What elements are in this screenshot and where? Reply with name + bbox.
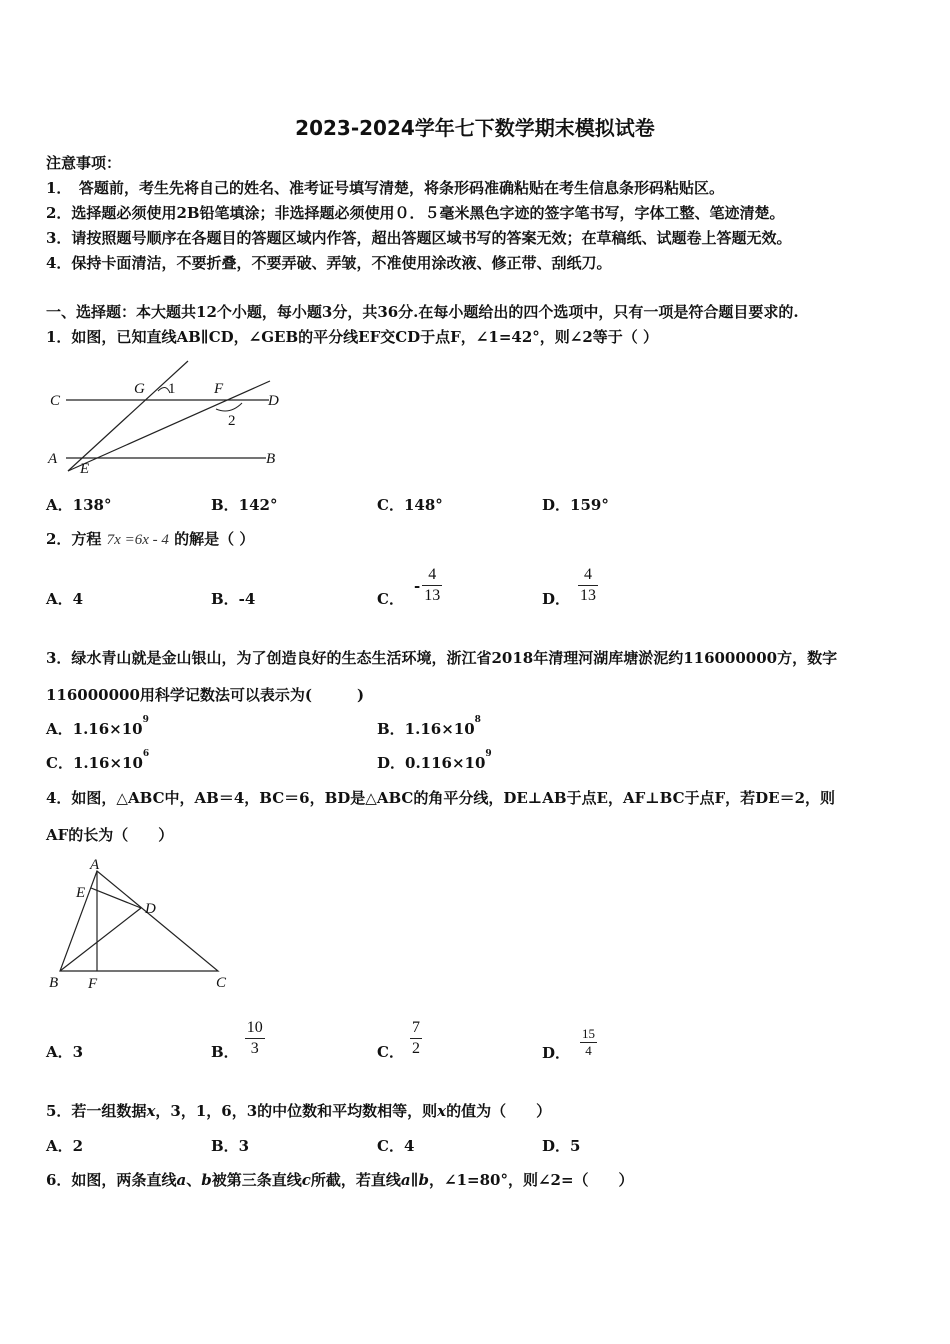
label-e: E [76,885,86,901]
label-angle-1: 1 [168,381,176,397]
notice-item-1: 1． 答题前，考生先将自己的姓名、准考证号填写清楚，将条形码准确粘贴在考生信息条形码粘贴区。 [46,179,724,197]
question-4-option-a: A．3 [46,1043,84,1061]
fraction-numerator: 10 [246,1019,263,1036]
option-c-fraction [410,1018,422,1059]
label-g: G [134,381,145,397]
fraction-denominator: 3 [250,1040,259,1057]
question-3-line-2: 116000000用科学记数法可以表示为( ) [46,686,365,704]
notice-heading: 注意事项： [46,154,122,172]
line-eg [68,361,188,471]
question-3-option-a: A．$1.16\times 10^9$ [46,715,149,738]
option-c-sign: - [413,576,421,595]
angle-2-arc [216,403,242,411]
fraction-denominator: 4 [585,1043,592,1058]
option-c-label: C． [377,1043,404,1061]
fraction-denominator: 2 [411,1040,420,1057]
fraction-numerator: 4 [584,566,593,583]
question-2-option-d [542,562,598,609]
question-4-line-2: AF的长为（ ） [46,826,174,844]
question-4-option-c [377,1015,422,1062]
question-5-option-a: A．2 [46,1137,84,1155]
label-b: B [266,451,276,467]
label-a: A [48,451,58,467]
label-c: C [216,975,227,991]
question-5-text: 5．若一组数据x，3，1，6，3的中位数和平均数相等，则x的值为（ ） [46,1102,552,1120]
label-a: A [90,857,100,873]
question-4-line-1: 4．如图，△ABC中，AB＝4，BC＝6，BD是△ABC的角平分线，DE⊥AB于点E，AF⊥BC于点F，若DE＝2，则 [46,789,836,807]
label-b: B [49,975,59,991]
question-5-option-c: C．4 [377,1137,415,1155]
question-3-option-b: B．$1.16\times 10^8$ [377,715,481,738]
fraction-numerator: 15 [582,1026,596,1041]
question-2-text [46,528,254,549]
label-c: C [50,393,61,409]
notice-item-2: 2．选择题必须使用2B铅笔填涂；非选择题必须使用０．５毫米黑色字迹的签字笔书写，字体工整、笔迹清楚。 [46,204,785,222]
question-5-option-d: D．5 [542,1137,581,1155]
question-2-prefix: 2．方程 [46,530,102,548]
label-f: F [214,381,224,397]
question-4-figure [44,855,244,995]
label-e: E [80,461,90,477]
option-d-fraction [578,565,598,606]
option-c-label: C． [377,590,404,608]
label-d: D [268,393,279,409]
fraction-numerator: 4 [428,566,437,583]
question-1-option-b: B．142° [211,496,278,514]
question-6-text: 6．如图，两条直线a、b被第三条直线c所截，若直线a∥b，∠1=80°，则∠2=（ ） [46,1171,634,1189]
question-1-text: 1．如图，已知直线AB∥CD，∠GEB的平分线EF交CD于点F，∠1=42°，则∠2等于（ ） [46,328,658,346]
fraction-numerator: 7 [411,1019,420,1036]
question-3-option-c: C．$1.16\times 10^6$ [46,749,150,772]
notice-item-4: 4．保持卡面清洁，不要折叠，不要弄破、弄皱，不准使用涂改液、修正带、刮纸刀。 [46,254,612,272]
section-heading: 一、选择题：本大题共12个小题，每小题3分，共36分.在每小题给出的四个选项中，只有一项是符合题目要求的. [46,303,799,321]
option-d-label: D． [542,1044,571,1062]
label-d: D [145,901,156,917]
question-4-option-b [211,1015,265,1062]
option-c-fraction [422,565,442,606]
option-d-label: D． [542,590,571,608]
question-2-equation: 7x =6x - 4 [106,532,169,548]
question-1-option-c: C．148° [377,496,443,514]
question-4-option-d [542,1022,597,1063]
question-1-option-d: D．159° [542,496,609,514]
question-5-option-b: B．3 [211,1137,250,1155]
question-2-suffix: 的解是（ ） [174,530,255,548]
question-2-option-c [377,562,442,609]
question-3-option-d: D．$0.116\times 10^9$ [377,749,492,772]
question-1-option-a: A．138° [46,496,112,514]
question-1-figure [44,355,294,480]
label-f: F [88,976,98,992]
question-3-line-1: 3．绿水青山就是金山银山，为了创造良好的生态生活环境，浙江省2018年清理河湖库塘淤泥约116000000方，数字 [46,649,838,667]
option-b-label: B． [211,1043,239,1061]
notice-item-3: 3．请按照题号顺序在各题目的答题区域内作答，超出答题区域书写的答案无效；在草稿纸、试题卷上答题无效。 [46,229,792,247]
option-b-fraction [245,1018,265,1059]
fraction-denominator: 13 [424,587,441,604]
label-angle-2: 2 [228,413,236,429]
question-2-option-b: B．-4 [211,590,256,608]
line-de [91,888,141,908]
option-d-fraction [580,1026,597,1059]
page-title: 2023-2024学年七下数学期末模拟试卷 [295,116,655,140]
question-2-option-a: A．4 [46,590,84,608]
fraction-denominator: 13 [580,587,597,604]
